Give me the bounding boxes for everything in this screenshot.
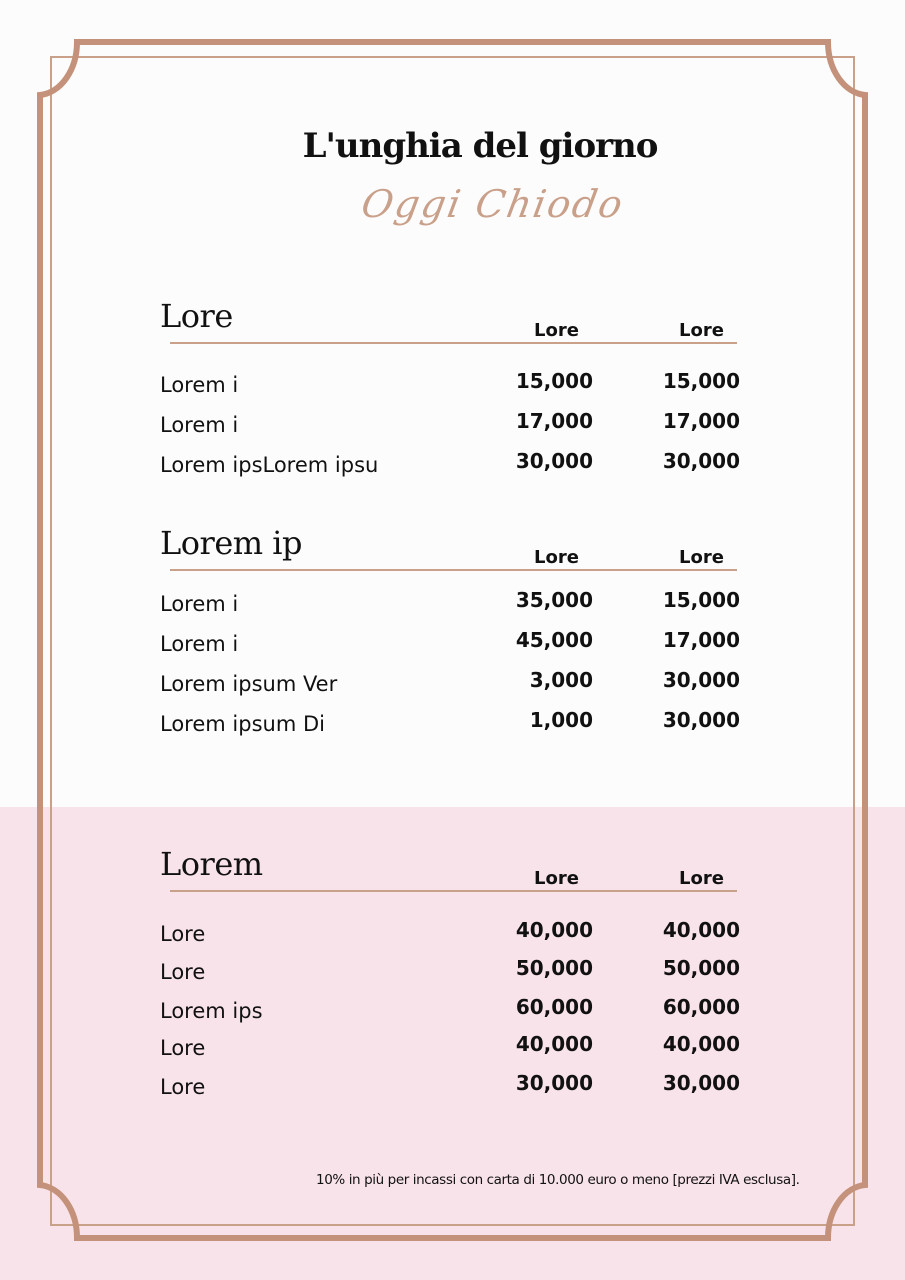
price-1: 60,000 <box>515 995 593 1019</box>
menu-row <box>160 918 740 952</box>
divider <box>170 890 737 892</box>
price-1: 30,000 <box>515 449 593 473</box>
page-title: L'unghia del giorno <box>302 126 658 166</box>
menu-row <box>160 588 740 622</box>
item-name: Lorem i <box>160 373 239 397</box>
column-header: Lore <box>679 547 724 568</box>
menu-row <box>160 409 740 443</box>
item-name: Lore <box>160 1075 206 1099</box>
price-2: 30,000 <box>662 1071 740 1095</box>
price-1: 40,000 <box>515 918 593 942</box>
price-1: 1,000 <box>529 708 593 732</box>
column-header: Lore <box>679 320 724 341</box>
menu-row <box>160 995 740 1029</box>
divider <box>170 569 737 571</box>
item-name: Lore <box>160 960 206 984</box>
price-1: 15,000 <box>515 369 593 393</box>
price-2: 40,000 <box>662 1032 740 1056</box>
price-2: 15,000 <box>662 369 740 393</box>
menu-row <box>160 668 740 702</box>
section-heading: Lore <box>160 297 233 335</box>
price-1: 30,000 <box>515 1071 593 1095</box>
menu-row <box>160 1071 740 1105</box>
column-header: Lore <box>534 547 579 568</box>
item-name: Lorem ipsum Di <box>160 712 325 736</box>
price-1: 50,000 <box>515 956 593 980</box>
item-name: Lorem ips <box>160 999 263 1023</box>
price-1: 40,000 <box>515 1032 593 1056</box>
item-name: Lore <box>160 922 206 946</box>
price-2: 50,000 <box>662 956 740 980</box>
menu-row <box>160 449 740 483</box>
price-1: 45,000 <box>515 628 593 652</box>
item-name: Lorem i <box>160 413 239 437</box>
price-2: 17,000 <box>662 409 740 433</box>
price-2: 15,000 <box>662 588 740 612</box>
price-2: 40,000 <box>662 918 740 942</box>
item-name: Lorem ipsum Ver <box>160 672 338 696</box>
item-name: Lore <box>160 1036 206 1060</box>
menu-row <box>160 956 740 990</box>
footnote: 10% in più per incassi con carta di 10.000 euro o meno [prezzi IVA esclusa]. <box>316 1172 800 1188</box>
price-2: 30,000 <box>662 668 740 692</box>
script-logo: Oggi Chiodo <box>358 182 628 226</box>
price-1: 17,000 <box>515 409 593 433</box>
menu-row <box>160 1032 740 1066</box>
section-heading: Lorem <box>160 845 263 883</box>
item-name: Lorem i <box>160 592 239 616</box>
price-2: 30,000 <box>662 449 740 473</box>
menu-section <box>160 523 740 736</box>
menu-row <box>160 628 740 662</box>
menu-row <box>160 369 740 403</box>
price-2: 60,000 <box>662 995 740 1019</box>
menu-section <box>160 296 740 477</box>
section-heading: Lorem ip <box>160 524 302 562</box>
item-name: Lorem ipsLorem ipsu <box>160 453 379 477</box>
price-2: 30,000 <box>662 708 740 732</box>
column-header: Lore <box>534 320 579 341</box>
column-header: Lore <box>679 868 724 889</box>
item-name: Lorem i <box>160 632 239 656</box>
divider <box>170 342 737 344</box>
price-1: 3,000 <box>529 668 593 692</box>
price-2: 17,000 <box>662 628 740 652</box>
price-1: 35,000 <box>515 588 593 612</box>
column-header: Lore <box>534 868 579 889</box>
menu-section <box>160 844 740 1099</box>
menu-row <box>160 708 740 742</box>
